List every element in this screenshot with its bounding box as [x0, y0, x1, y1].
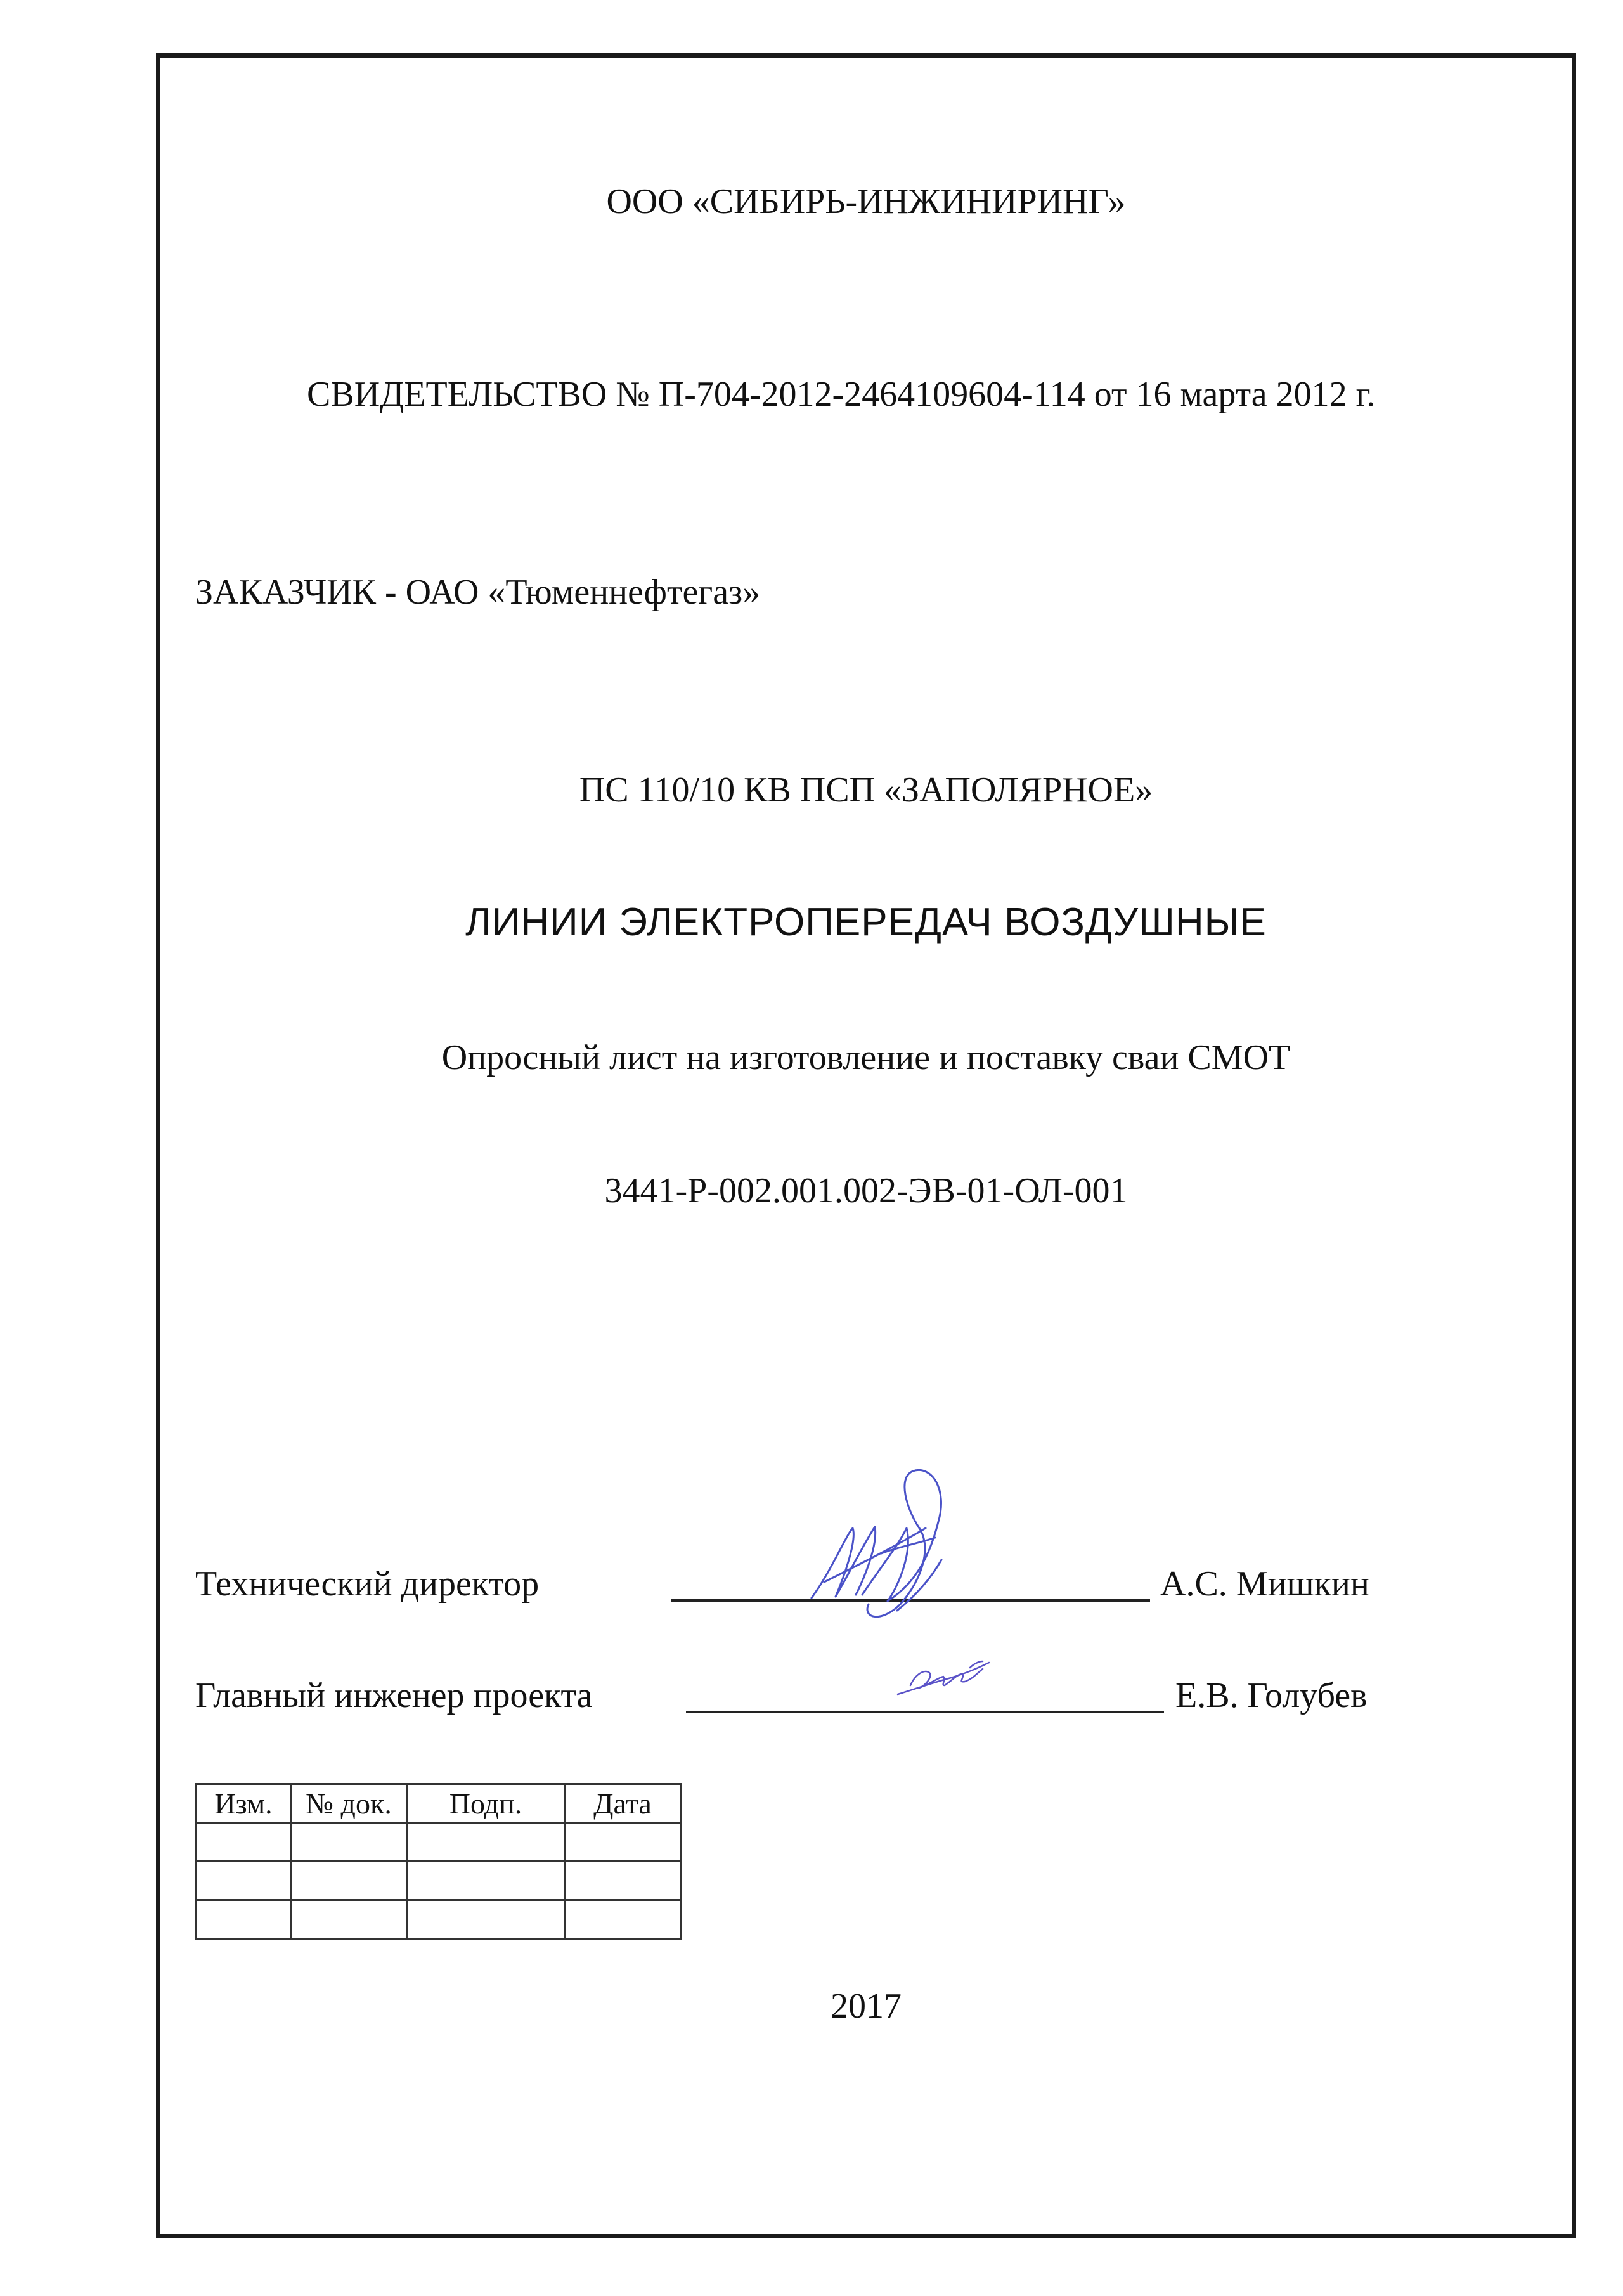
revision-cell	[407, 1862, 565, 1900]
company-name: ООО «СИБИРЬ-ИНЖИНИРИНГ»	[606, 182, 1126, 221]
substation-name: ПС 110/10 КВ ПСП «ЗАПОЛЯРНОЕ»	[579, 770, 1153, 810]
revision-cell	[197, 1823, 291, 1862]
revision-header-cell: № док.	[291, 1784, 407, 1823]
document-subtitle: Опросный лист на изготовление и поставку сваи СМОТ	[441, 1038, 1291, 1077]
signature-line-chief-engineer	[686, 1711, 1164, 1713]
certificate-line: СВИДЕТЕЛЬСТВО № П-704-2012-2464109604-114 от 16 марта 2012 г.	[307, 375, 1376, 414]
revision-cell	[197, 1900, 291, 1939]
revision-cell	[407, 1900, 565, 1939]
signatory-role-technical-director: Технический директор	[195, 1564, 540, 1604]
revision-cell	[291, 1862, 407, 1900]
revision-cell	[197, 1862, 291, 1900]
revision-table-row	[197, 1823, 681, 1862]
signatory-name-technical-director: А.С. Мишкин	[1160, 1564, 1369, 1604]
revision-table-row	[197, 1862, 681, 1900]
revision-cell	[565, 1823, 681, 1862]
revision-cell	[407, 1823, 565, 1862]
revision-cell	[565, 1900, 681, 1939]
revision-table-header	[197, 1784, 681, 1823]
revision-table	[195, 1783, 682, 1940]
document-year: 2017	[831, 1987, 902, 2026]
signature-chief-engineer	[894, 1655, 995, 1699]
revision-cell	[291, 1823, 407, 1862]
document-code: 3441-Р-002.001.002-ЭВ-01-ОЛ-001	[604, 1171, 1128, 1210]
revision-header-cell: Изм.	[197, 1784, 291, 1823]
signature-technical-director	[786, 1452, 964, 1630]
revision-table-row	[197, 1900, 681, 1939]
revision-cell	[291, 1900, 407, 1939]
revision-cell	[565, 1862, 681, 1900]
signatory-name-chief-engineer: Е.В. Голубев	[1175, 1676, 1368, 1715]
customer-line: ЗАКАЗЧИК - ОАО «Тюменнефтегаз»	[195, 573, 761, 612]
revision-header-cell: Подп.	[407, 1784, 565, 1823]
document-title: ЛИНИИ ЭЛЕКТРОПЕРЕДАЧ ВОЗДУШНЫЕ	[465, 900, 1267, 944]
revision-header-cell: Дата	[565, 1784, 681, 1823]
signatory-role-chief-engineer: Главный инженер проекта	[195, 1676, 593, 1715]
